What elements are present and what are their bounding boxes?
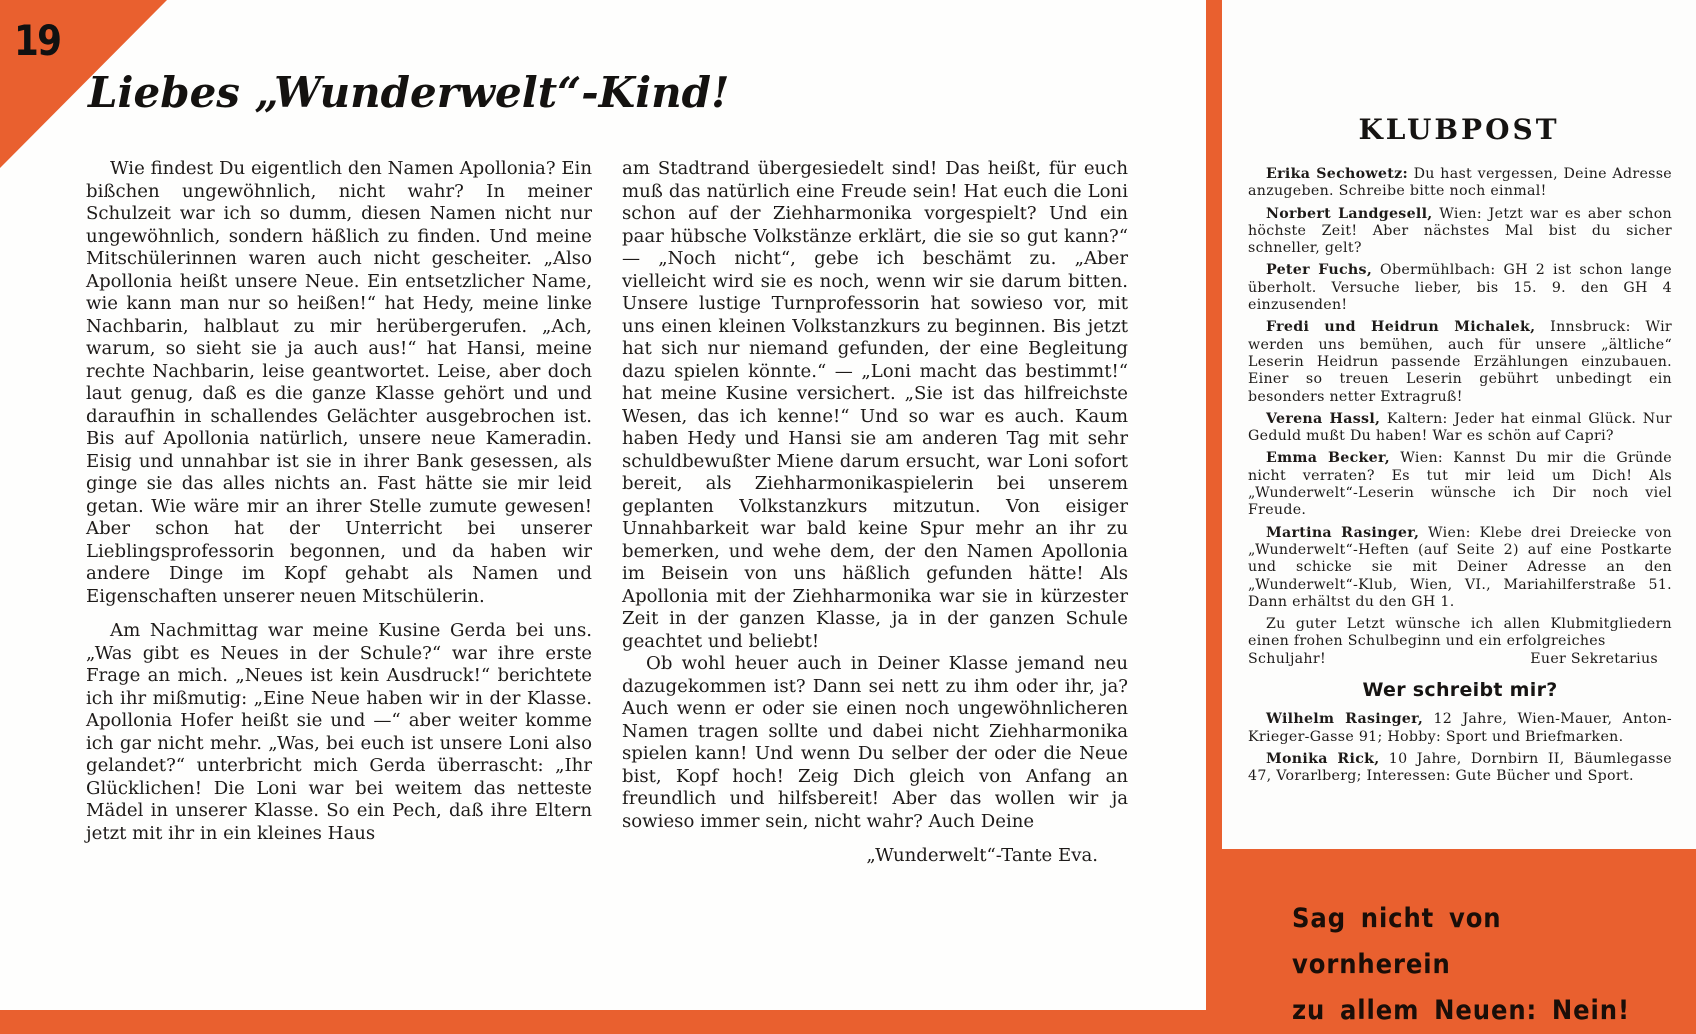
slogan bbox=[1292, 896, 1656, 1034]
slogan-line-1: Sag nicht von vornherein bbox=[1292, 903, 1502, 980]
klubpost-entry bbox=[1248, 450, 1672, 519]
paragraph: Wie findest Du eigentlich den Namen Apollonia? Ein bißchen ungewöhnlich, nicht wahr? In meiner Schulzeit war ich so dumm, diesen Namen nicht nur ungewöhnlich, sondern häßlich zu finden. Und meine Mitschülerinnen waren auch nicht gescheiter. „Also Apollonia heißt unsere Neue. Ein entsetzlicher Name, wie kann man nur so heißen!“ hat Hedy, meine linke Nachbarin, halblaut zu mir herübergerufen. „Ach, warum, so sieht sie ja auch aus!“ hat Hansi, meine rechte Nachbarin, leise geantwortet. Leise, aber doch laut genug, daß es die ganze Klasse gehört und und daraufhin in schallendes Gelächter ausgebrochen ist. Bis auf Apollonia natürlich, unsere neue Kameradin. Eisig und unnahbar ist sie in ihrer Bank gesessen, als ginge sie das alles nichts an. Fast hätte sie mir leid getan. Wie wäre mir an ihrer Stelle zumute gewesen! Aber schon hat der Unterricht bei unserer Lieblingsprofessorin begonnen, und da haben wir andere Dinge im Kopf gehabt als Namen und Eigenschaften unserer neuen Mitschülerin. bbox=[86, 158, 592, 607]
entry-name: Emma Becker, bbox=[1266, 450, 1390, 467]
letter-column-1 bbox=[86, 158, 592, 845]
letter-signature: „Wunderwelt“-Tante Eva. bbox=[866, 845, 1098, 866]
entry-name: Erika Sechowetz: bbox=[1266, 166, 1408, 182]
letter-title: Liebes „Wunderwelt“-Kind! bbox=[88, 68, 730, 117]
klubpost-entry bbox=[1248, 319, 1672, 405]
entry-name: Fredi und Heidrun Michalek, bbox=[1266, 319, 1536, 336]
entry-name: Monika Rick, bbox=[1266, 750, 1380, 767]
klubpost-body bbox=[1248, 166, 1672, 791]
klubpost-entry bbox=[1248, 411, 1672, 446]
klubpost-closing: Zu guter Letzt wünsche ich allen Klubmitgliedern einen frohen Schulbeginn und ein erfolgreiches bbox=[1248, 616, 1672, 650]
entry-name: Verena Hassl, bbox=[1266, 410, 1381, 427]
paragraph: Ob wohl heuer auch in Deiner Klasse jemand neu dazugekommen ist? Dann sei nett zu ihm oder ihr, ja? Auch wenn er oder sie einen noch ungewöhnlicheren Namen tragen sollte und dabei nicht Ziehharmonika spielen kann! Und wenn Du selber der oder die Neue bist, Kopf hoch! Zeig Dich gleich von Anfang an freundlich und hilfsbereit! Aber das wollen wir ja sowieso immer sein, nicht wahr? Auch Deine bbox=[622, 653, 1128, 832]
orange-divider bbox=[1206, 0, 1222, 1023]
entry-text: Innsbruck: Wir werden uns bemühen, auch für unsere „ältliche“ Leserin Heidrun passende Erzählungen einzubauen. Einer so treuen Leserin gebührt unbedingt ein besonders netter Extragruß! bbox=[1248, 319, 1673, 405]
entry-text: 10 Jahre, Dornbirn II, Bäumlegasse 47, Vorarlberg; Interessen: Gute Bücher und Sport. bbox=[1248, 750, 1672, 785]
letter-column-2 bbox=[622, 158, 1128, 868]
klubpost-title: KLUBPOST bbox=[1358, 113, 1560, 146]
klubpost-entry bbox=[1248, 206, 1672, 258]
klubpost-entry bbox=[1248, 262, 1672, 314]
paragraph: Am Nachmittag war meine Kusine Gerda bei uns. „Was gibt es Neues in der Schule?“ war ihre erste Frage an mich. „Neues ist kein Ausdruck!“ berichtete ich ihr mißmutig: „Eine Neue haben wir in der Klasse. Apollonia Hofer heißt sie und —“ aber weiter komme ich gar nicht mehr. „Was, bei euch ist unsere Loni also gelandet?“ unterbricht mich Gerda überrascht: „Ihr Glücklichen! Die Loni war bei weitem das netteste Mädel in unserer Klasse. So ein Pech, daß ihre Eltern jetzt mit ihr in ein kleines Haus bbox=[86, 620, 592, 844]
pen-pals-title: Wer schreibt mir? bbox=[1362, 679, 1558, 702]
page-number: 19 bbox=[14, 16, 61, 65]
klubpost-entry bbox=[1248, 166, 1672, 201]
klubpost-entry bbox=[1248, 525, 1672, 611]
paragraph: am Stadtrand übergesiedelt sind! Das heißt, für euch muß das natürlich eine Freude sein! Hat euch die Loni schon auf der Ziehharmonika vorgespielt? Und ein paar hübsche Volkstänze erklärt, die sie so gut kann?“ — „Noch nicht“, gebe ich beschämt zu. „Aber vielleicht wird sie es noch, wenn wir sie darum bitten. Unsere lustige Turnprofessorin hat sowieso vor, mit uns einen kleinen Volkstanzkurs zu beginnen. Bis jetzt hat sich nur niemand gefunden, der eine Begleitung dazu spielen könnte.“ — „Loni macht das bestimmt!“ hat meine Kusine versichert. „Sie ist das hilfreichste Wesen, das ich kenne!“ Und so war es auch. Kaum haben Hedy und Hansi sie am anderen Tag mit sehr schuldbewußter Miene darum ersucht, war Loni sofort bereit, als Ziehharmonikaspielerin bei unserem geplanten Volkstanzkurs mitzutun. Von eisiger Unnahbarkeit war bald keine Spur mehr an ihr zu bemerken, und wehe dem, der den Namen Apollonia im Beisein von uns häßlich gefunden hätte! Als Apollonia mit der Ziehharmonika war sie in kürzester Zeit in der ganzen Klasse, ja in der ganzen Schule geachtet und beliebt! bbox=[622, 158, 1128, 652]
entry-text: Wien: Jetzt war es aber schon höchste Zeit! Aber nächstes Mal bist du sicher schneller, gelt? bbox=[1248, 205, 1672, 257]
entry-name: Martina Rasinger, bbox=[1266, 524, 1420, 541]
entry-text: Wien: Kannst Du mir die Gründe nicht verraten? Es tut mir leid um Dich! Als „Wunderwelt“-Leserin wünsche ich Dir noch viel Freude. bbox=[1248, 450, 1672, 519]
pen-pal-entry bbox=[1248, 751, 1672, 786]
pen-pal-entry bbox=[1248, 711, 1672, 746]
entry-text: Wien: Klebe drei Dreiecke von „Wunderwelt“-Heften (auf Seite 2) auf eine Postkarte und schicke sie mit Deiner Adresse an den „Wunderwelt“-Klub, Wien, VI., Mariahilferstraße 51. Dann erhältst du den GH 1. bbox=[1248, 524, 1672, 610]
klubpost-closing-line bbox=[1248, 651, 1672, 668]
entry-text: 12 Jahre, Wien-Mauer, Anton-Krieger-Gasse 91; Hobby: Sport und Briefmarken. bbox=[1248, 711, 1672, 745]
entry-name: Norbert Landgesell, bbox=[1266, 205, 1433, 222]
closing-text: Schuljahr! bbox=[1248, 650, 1326, 667]
klubpost-panel bbox=[1222, 0, 1696, 849]
entry-name: Peter Fuchs, bbox=[1266, 262, 1373, 279]
entry-name: Wilhelm Rasinger, bbox=[1266, 711, 1424, 728]
entry-text: Du hast vergessen, Deine Adresse anzugeben. Schreibe bitte noch einmal! bbox=[1248, 166, 1673, 200]
entry-text: Obermühlbach: GH 2 ist schon lange überholt. Versuche lieber, bis 15. 9. den GH 4 einzusenden! bbox=[1248, 262, 1672, 314]
entry-text: Kaltern: Jeder hat einmal Glück. Nur Geduld mußt Du haben! War es schön auf Capri? bbox=[1248, 410, 1673, 445]
slogan-line-2: zu allem Neuen: Nein! bbox=[1292, 995, 1630, 1026]
klubpost-signature: Euer Sekretarius bbox=[1530, 650, 1658, 667]
